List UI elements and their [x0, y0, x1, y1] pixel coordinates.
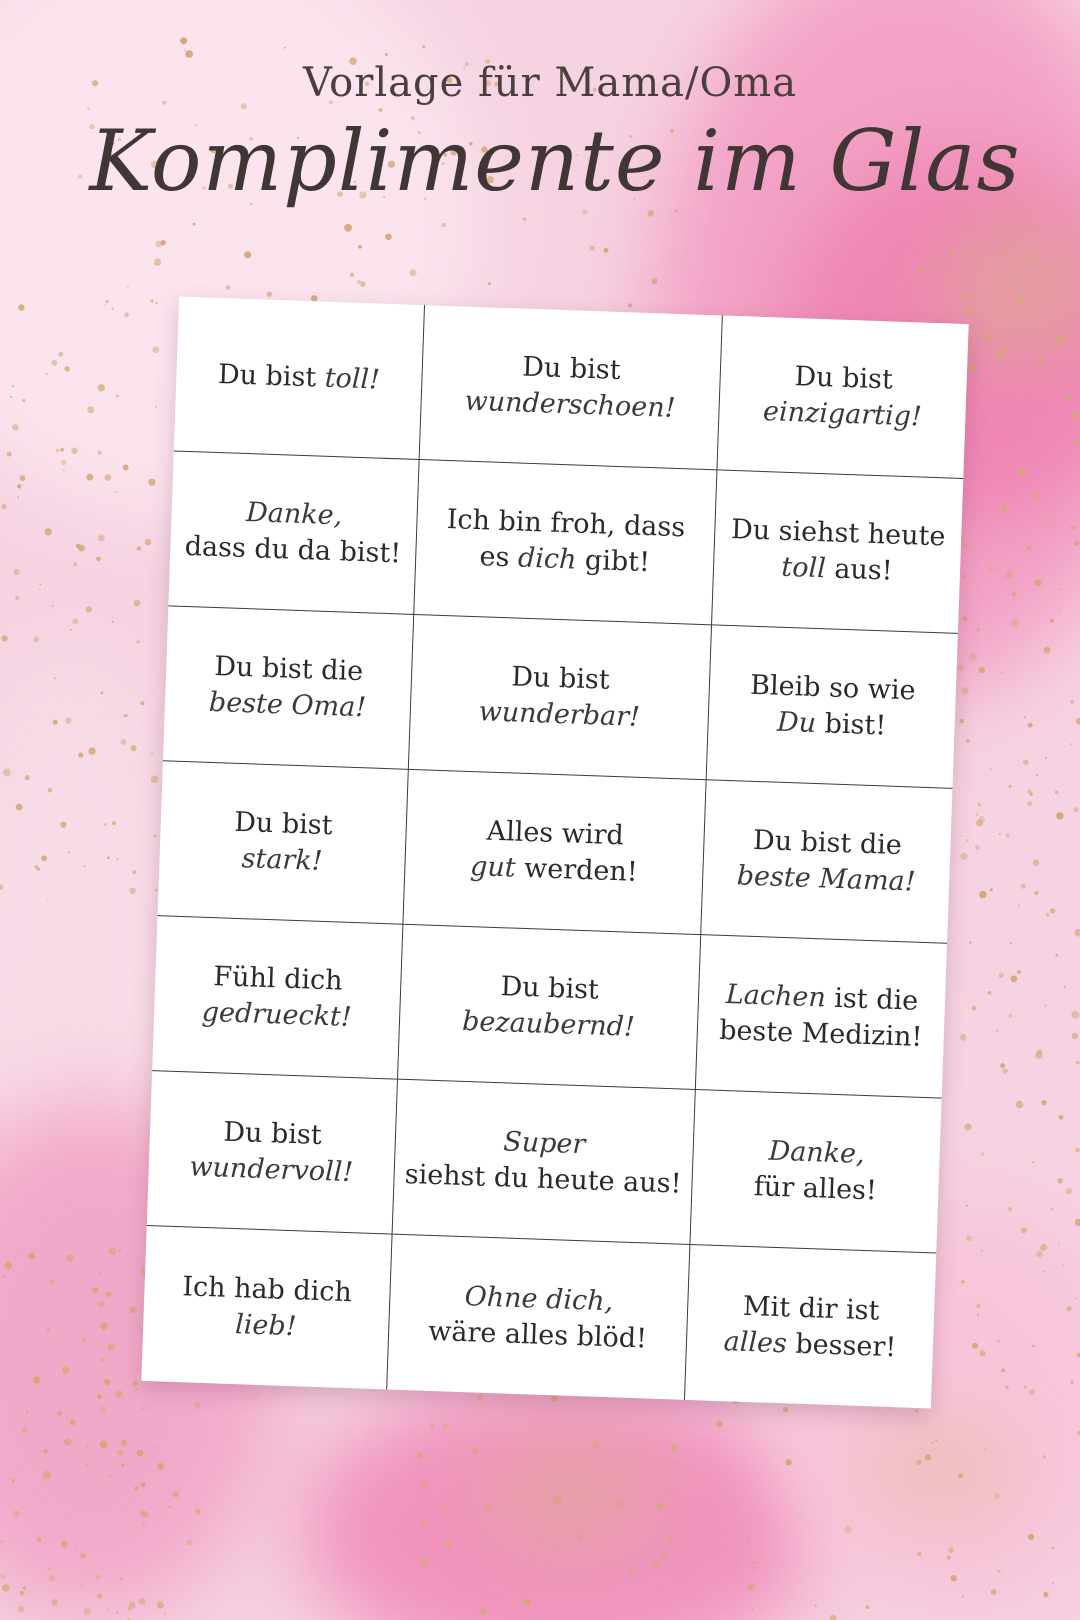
compliment-card: [158, 761, 409, 924]
compliment-card: [409, 615, 712, 780]
compliment-line-1: Ich bin froh, dass: [446, 504, 686, 544]
compliment-line-2: gut werden!: [469, 851, 639, 888]
compliment-card: [420, 305, 723, 470]
compliment-card: [403, 770, 706, 935]
compliment-line-2: beste Medizin!: [718, 1014, 923, 1053]
compliment-line-2: Du bist!: [776, 706, 887, 742]
compliment-card: [174, 297, 425, 460]
compliment-line-2: wäre alles blöd!: [427, 1315, 648, 1354]
compliment-grid: [141, 297, 968, 1409]
compliment-card: [685, 1245, 936, 1408]
compliment-line-2: gedrueckt!: [201, 996, 353, 1033]
compliment-card: [393, 1080, 696, 1245]
compliment-line-1: Alles wird: [486, 815, 625, 852]
compliment-line-1: Du bist: [222, 1116, 323, 1152]
title-area: [0, 60, 1080, 210]
compliment-line-1: Du bist: [500, 971, 600, 1006]
compliment-line-2: toll aus!: [780, 551, 894, 587]
compliment-card: [690, 1090, 941, 1253]
compliment-line-2: lieb!: [234, 1308, 298, 1342]
compliment-line-1: Lachen ist die: [725, 979, 919, 1018]
page-title: Komplimente im Glas: [89, 112, 1021, 210]
compliment-line-2: siehst du heute aus!: [404, 1158, 682, 1200]
compliment-line-1: Du bist die: [213, 651, 364, 688]
compliment-line-1: Ohne dich,: [464, 1281, 614, 1318]
compliment-card: [717, 316, 968, 479]
compliment-line-1: Fühl dich: [212, 961, 344, 998]
compliment-card: [152, 916, 403, 1079]
compliment-card: [712, 470, 963, 633]
compliment-line-2: alles besser!: [723, 1325, 897, 1363]
compliment-line-1: Du bist: [521, 351, 621, 387]
compliment-line-1: Mit dir ist: [742, 1290, 880, 1327]
compliment-line-1: Danke,: [245, 497, 343, 532]
compliment-line-1: Du bist toll!: [217, 359, 381, 396]
compliment-card: [706, 625, 957, 788]
compliment-line-1: Super: [502, 1126, 586, 1161]
compliment-line-2: beste Oma!: [208, 686, 367, 724]
compliment-line-1: Ich hab dich: [181, 1271, 353, 1309]
compliment-line-1: Danke,: [768, 1136, 866, 1171]
compliment-line-2: wunderschoen!: [464, 385, 677, 424]
compliment-line-2: einzigartig!: [762, 396, 923, 433]
compliment-line-2: bezaubernd!: [461, 1005, 636, 1043]
compliment-card: [696, 935, 947, 1098]
compliment-line-1: Du bist: [233, 807, 333, 842]
subtitle: Vorlage für Mama/Oma: [302, 60, 798, 106]
compliment-line-2: es dich gibt!: [479, 541, 651, 579]
compliment-line-2: beste Mama!: [736, 860, 917, 898]
compliment-card: [168, 451, 419, 614]
compliment-line-2: wunderbar!: [478, 696, 641, 733]
compliment-card: [141, 1226, 392, 1389]
compliment-line-2: dass du da bist!: [184, 530, 402, 570]
compliment-sheet: [141, 297, 968, 1409]
compliment-line-2: für alles!: [753, 1171, 878, 1207]
compliment-line-1: Du bist: [794, 361, 894, 396]
compliment-card: [147, 1071, 398, 1234]
compliment-card: [387, 1235, 690, 1400]
compliment-card: [163, 606, 414, 769]
compliment-card: [398, 925, 701, 1090]
compliment-card: [701, 780, 952, 943]
compliment-line-2: wundervoll!: [188, 1151, 354, 1189]
compliment-card: [414, 460, 717, 625]
compliment-line-1: Bleib so wie: [749, 670, 917, 707]
compliment-line-1: Du siehst heute: [730, 514, 946, 553]
compliment-line-1: Du bist: [510, 661, 611, 697]
compliment-line-2: stark!: [241, 843, 324, 877]
compliment-line-1: Du bist die: [752, 825, 903, 862]
